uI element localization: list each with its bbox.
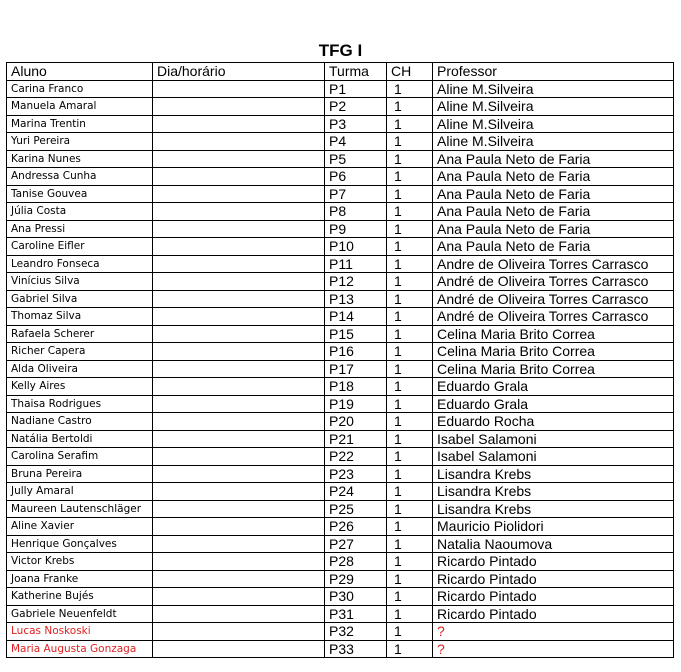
professor-cell: ?: [433, 623, 674, 641]
dia-horario-cell: [153, 220, 325, 238]
dia-horario-cell: [153, 308, 325, 326]
turma-cell: P9: [325, 220, 387, 238]
ch-cell: 1: [387, 343, 433, 361]
ch-cell: 1: [387, 98, 433, 116]
table-row: [7, 553, 674, 571]
professor-cell: Eduardo Grala: [433, 395, 674, 413]
aluno-cell: Tanise Gouvea: [7, 185, 153, 203]
dia-horario-cell: [153, 378, 325, 396]
dia-horario-cell: [153, 325, 325, 343]
professor-cell: Ana Paula Neto de Faria: [433, 150, 674, 168]
dia-horario-cell: [153, 150, 325, 168]
aluno-cell: Carolina Serafim: [7, 448, 153, 466]
ch-cell: 1: [387, 133, 433, 151]
turma-cell: P27: [325, 535, 387, 553]
aluno-cell: Vinícius Silva: [7, 273, 153, 291]
turma-cell: P15: [325, 325, 387, 343]
ch-cell: 1: [387, 273, 433, 291]
ch-cell: 1: [387, 255, 433, 273]
professor-cell: Mauricio Piolidori: [433, 518, 674, 536]
dia-horario-cell: [153, 500, 325, 518]
ch-cell: 1: [387, 325, 433, 343]
dia-horario-cell: [153, 80, 325, 98]
turma-cell: P8: [325, 203, 387, 221]
turma-cell: P4: [325, 133, 387, 151]
dia-horario-cell: [153, 290, 325, 308]
ch-cell: 1: [387, 535, 433, 553]
table-row: [7, 570, 674, 588]
aluno-cell: Karina Nunes: [7, 150, 153, 168]
professor-cell: Aline M.Silveira: [433, 133, 674, 151]
dia-horario-cell: [153, 483, 325, 501]
table-body: [7, 80, 674, 658]
turma-cell: P28: [325, 553, 387, 571]
aluno-cell: Katherine Bujés: [7, 588, 153, 606]
professor-cell: Ana Paula Neto de Faria: [433, 185, 674, 203]
aluno-cell: Leandro Fonseca: [7, 255, 153, 273]
turma-cell: P16: [325, 343, 387, 361]
professor-cell: Aline M.Silveira: [433, 80, 674, 98]
professor-cell: Aline M.Silveira: [433, 115, 674, 133]
aluno-cell: Henrique Gonçalves: [7, 535, 153, 553]
ch-cell: 1: [387, 115, 433, 133]
aluno-cell: Richer Capera: [7, 343, 153, 361]
dia-horario-cell: [153, 570, 325, 588]
turma-cell: P11: [325, 255, 387, 273]
table-row: [7, 115, 674, 133]
aluno-cell: Carina Franco: [7, 80, 153, 98]
table-row: [7, 430, 674, 448]
dia-horario-cell: [153, 238, 325, 256]
professor-cell: Ana Paula Neto de Faria: [433, 168, 674, 186]
turma-cell: P25: [325, 500, 387, 518]
ch-cell: 1: [387, 588, 433, 606]
header-ch: CH: [387, 63, 433, 81]
table-row: [7, 483, 674, 501]
turma-cell: P20: [325, 413, 387, 431]
professor-cell: Ricardo Pintado: [433, 605, 674, 623]
dia-horario-cell: [153, 623, 325, 641]
table-row: [7, 185, 674, 203]
professor-cell: André de Oliveira Torres Carrasco: [433, 290, 674, 308]
header-dia-horario: Dia/horário: [153, 63, 325, 81]
dia-horario-cell: [153, 448, 325, 466]
header-turma: Turma: [325, 63, 387, 81]
professor-cell: Lisandra Krebs: [433, 483, 674, 501]
ch-cell: 1: [387, 238, 433, 256]
dia-horario-cell: [153, 588, 325, 606]
dia-horario-cell: [153, 273, 325, 291]
dia-horario-cell: [153, 255, 325, 273]
turma-cell: P30: [325, 588, 387, 606]
turma-cell: P1: [325, 80, 387, 98]
aluno-cell: Jully Amaral: [7, 483, 153, 501]
ch-cell: 1: [387, 378, 433, 396]
turma-cell: P33: [325, 640, 387, 658]
professor-cell: Celina Maria Brito Correa: [433, 325, 674, 343]
tfg-table: [6, 62, 674, 658]
table-row: [7, 273, 674, 291]
professor-cell: Eduardo Grala: [433, 378, 674, 396]
table-row: [7, 290, 674, 308]
table-row: [7, 203, 674, 221]
professor-cell: Ana Paula Neto de Faria: [433, 203, 674, 221]
table-row: [7, 465, 674, 483]
aluno-cell: Caroline Eifler: [7, 238, 153, 256]
turma-cell: P13: [325, 290, 387, 308]
table-row: [7, 518, 674, 536]
turma-cell: P21: [325, 430, 387, 448]
ch-cell: 1: [387, 203, 433, 221]
table-row: [7, 325, 674, 343]
turma-cell: P22: [325, 448, 387, 466]
professor-cell: Andre de Oliveira Torres Carrasco: [433, 255, 674, 273]
table-row: [7, 308, 674, 326]
table-row: [7, 395, 674, 413]
aluno-cell: Andressa Cunha: [7, 168, 153, 186]
dia-horario-cell: [153, 640, 325, 658]
professor-cell: ?: [433, 640, 674, 658]
table-row: [7, 255, 674, 273]
ch-cell: 1: [387, 80, 433, 98]
turma-cell: P10: [325, 238, 387, 256]
professor-cell: André de Oliveira Torres Carrasco: [433, 308, 674, 326]
aluno-cell: Maria Augusta Gonzaga: [7, 640, 153, 658]
table-row: [7, 378, 674, 396]
dia-horario-cell: [153, 395, 325, 413]
turma-cell: P7: [325, 185, 387, 203]
turma-cell: P26: [325, 518, 387, 536]
table-row: [7, 150, 674, 168]
header-professor: Professor: [433, 63, 674, 81]
table-row: [7, 623, 674, 641]
ch-cell: 1: [387, 413, 433, 431]
turma-cell: P31: [325, 605, 387, 623]
ch-cell: 1: [387, 185, 433, 203]
table-row: [7, 80, 674, 98]
turma-cell: P14: [325, 308, 387, 326]
dia-horario-cell: [153, 605, 325, 623]
aluno-cell: Nadiane Castro: [7, 413, 153, 431]
dia-horario-cell: [153, 535, 325, 553]
turma-cell: P18: [325, 378, 387, 396]
turma-cell: P12: [325, 273, 387, 291]
dia-horario-cell: [153, 133, 325, 151]
ch-cell: 1: [387, 605, 433, 623]
aluno-cell: Thaisa Rodrigues: [7, 395, 153, 413]
ch-cell: 1: [387, 290, 433, 308]
dia-horario-cell: [153, 413, 325, 431]
dia-horario-cell: [153, 98, 325, 116]
turma-cell: P3: [325, 115, 387, 133]
aluno-cell: Maureen Lautenschläger: [7, 500, 153, 518]
aluno-cell: Joana Franke: [7, 570, 153, 588]
turma-cell: P29: [325, 570, 387, 588]
table-row: [7, 168, 674, 186]
ch-cell: 1: [387, 483, 433, 501]
ch-cell: 1: [387, 448, 433, 466]
dia-horario-cell: [153, 115, 325, 133]
dia-horario-cell: [153, 518, 325, 536]
ch-cell: 1: [387, 640, 433, 658]
professor-cell: Ana Paula Neto de Faria: [433, 238, 674, 256]
aluno-cell: Lucas Noskoski: [7, 623, 153, 641]
dia-horario-cell: [153, 465, 325, 483]
aluno-cell: Manuela Amaral: [7, 98, 153, 116]
ch-cell: 1: [387, 308, 433, 326]
dia-horario-cell: [153, 430, 325, 448]
turma-cell: P23: [325, 465, 387, 483]
aluno-cell: Rafaela Scherer: [7, 325, 153, 343]
table-row: [7, 98, 674, 116]
ch-cell: 1: [387, 465, 433, 483]
turma-cell: P2: [325, 98, 387, 116]
table-row: [7, 500, 674, 518]
professor-cell: Isabel Salamoni: [433, 430, 674, 448]
aluno-cell: Marina Trentin: [7, 115, 153, 133]
turma-cell: P5: [325, 150, 387, 168]
aluno-cell: Bruna Pereira: [7, 465, 153, 483]
table-row: [7, 413, 674, 431]
aluno-cell: Ana Pressi: [7, 220, 153, 238]
professor-cell: Celina Maria Brito Correa: [433, 343, 674, 361]
dia-horario-cell: [153, 168, 325, 186]
aluno-cell: Thomaz Silva: [7, 308, 153, 326]
professor-cell: Natalia Naoumova: [433, 535, 674, 553]
turma-cell: P24: [325, 483, 387, 501]
table-row: [7, 605, 674, 623]
professor-cell: Ricardo Pintado: [433, 570, 674, 588]
aluno-cell: Aline Xavier: [7, 518, 153, 536]
aluno-cell: Gabriel Silva: [7, 290, 153, 308]
header-aluno: Aluno: [7, 63, 153, 81]
professor-cell: Ricardo Pintado: [433, 553, 674, 571]
professor-cell: Lisandra Krebs: [433, 500, 674, 518]
professor-cell: Lisandra Krebs: [433, 465, 674, 483]
dia-horario-cell: [153, 203, 325, 221]
ch-cell: 1: [387, 220, 433, 238]
turma-cell: P19: [325, 395, 387, 413]
professor-cell: Isabel Salamoni: [433, 448, 674, 466]
professor-cell: Celina Maria Brito Correa: [433, 360, 674, 378]
table-row: [7, 133, 674, 151]
ch-cell: 1: [387, 168, 433, 186]
ch-cell: 1: [387, 360, 433, 378]
professor-cell: Aline M.Silveira: [433, 98, 674, 116]
ch-cell: 1: [387, 430, 433, 448]
dia-horario-cell: [153, 360, 325, 378]
table-row: [7, 343, 674, 361]
table-row: [7, 238, 674, 256]
turma-cell: P17: [325, 360, 387, 378]
table-row: [7, 640, 674, 658]
aluno-cell: Yuri Pereira: [7, 133, 153, 151]
ch-cell: 1: [387, 553, 433, 571]
ch-cell: 1: [387, 518, 433, 536]
table-row: [7, 448, 674, 466]
ch-cell: 1: [387, 623, 433, 641]
aluno-cell: Júlia Costa: [7, 203, 153, 221]
aluno-cell: Kelly Aires: [7, 378, 153, 396]
table-row: [7, 220, 674, 238]
dia-horario-cell: [153, 553, 325, 571]
dia-horario-cell: [153, 343, 325, 361]
professor-cell: Ana Paula Neto de Faria: [433, 220, 674, 238]
turma-cell: P6: [325, 168, 387, 186]
ch-cell: 1: [387, 395, 433, 413]
aluno-cell: Gabriele Neuenfeldt: [7, 605, 153, 623]
aluno-cell: Victor Krebs: [7, 553, 153, 571]
turma-cell: P32: [325, 623, 387, 641]
table-row: [7, 588, 674, 606]
table-row: [7, 360, 674, 378]
page-title: TFG I: [318, 41, 363, 60]
table-row: [7, 535, 674, 553]
ch-cell: 1: [387, 500, 433, 518]
header-row: [7, 63, 674, 81]
ch-cell: 1: [387, 150, 433, 168]
dia-horario-cell: [153, 185, 325, 203]
ch-cell: 1: [387, 570, 433, 588]
aluno-cell: Natália Bertoldi: [7, 430, 153, 448]
professor-cell: André de Oliveira Torres Carrasco: [433, 273, 674, 291]
professor-cell: Eduardo Rocha: [433, 413, 674, 431]
aluno-cell: Alda Oliveira: [7, 360, 153, 378]
professor-cell: Ricardo Pintado: [433, 588, 674, 606]
